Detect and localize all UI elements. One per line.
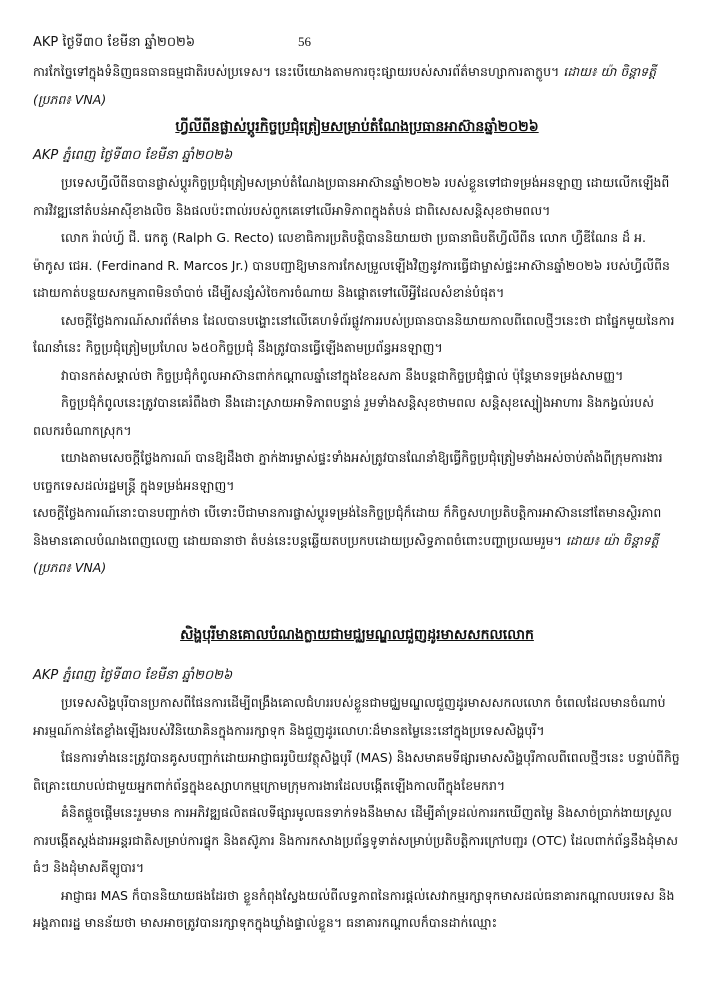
running-header: AKP ថ្ងៃទី៣០ ខែមីនា ឆ្នាំ២០២៦ [33,35,196,50]
article-paragraph: ប្រទេសសិង្ហបុរីបានប្រកាសពីផែនការដើម្បីពង្រឹងគោលជំហររបស់ខ្លួនជាមជ្ឈមណ្ឌលជួញដូរមាសសកលលោក ចំពេលដែលមានចំណាប់អារម្មណ៍កាន់តែខ្លាំងឡើងរបស់វិនិយោគិនក្នុងការរក្សាទុក និងជួញដូរលោហៈដ៏មានតម្លៃនេះនៅក្នុងប្រទេសសិង្ហបុរី។ [33,695,666,738]
intro-paragraph: ការកែច្នៃទៅក្នុងទំនិញធនធានធម្មជាតិរបស់ប្រទេស។ នេះបើយោងតាមការចុះផ្សាយរបស់សារព័ត៌មានហ្សាការតាក្លូប។ ដោយ៖ យ៉ា ចិន្តាទត្តី (ប្រភព៖ VNA) [33,64,657,107]
intro-block [33,58,681,113]
article-paragraph: អាជ្ញាធរ MAS ក៏បាននិយាយផងដែរថា ខ្លួនកំពុងស្វែងយល់ពីលទ្ធភាពនៃការផ្ដល់សេវាកម្មរក្សាទុកមាសដល់ធនាគារកណ្ដាលបរទេស និងអង្គភាពរដ្ឋ មានន័យថា មាសអាចត្រូវបានរក្សាទុកក្នុងឃ្លាំងផ្ទាល់ខ្លួន។ ធនាគារកណ្ដាលក៏បានដាក់ឈ្មោះ [33,887,675,930]
article-paragraph: វាបានកត់សម្គាល់ថា កិច្ចប្រជុំកំពូលអាស៊ានពាក់កណ្ដាលឆ្នាំនៅក្នុងខែឧសភា នឹងបន្តជាកិច្ចប្រជុំផ្ទាល់ ប៉ុន្តែមានទម្រង់សាមញ្ញ។ [61,367,624,383]
article-dateline: AKP ភ្នំពេញ ថ្ងៃទី៣០ ខែមីនា ឆ្នាំ២០២៦ [33,667,233,683]
article-title: ហ្វីលីពីនផ្លាស់ប្ដូរកិច្ចប្រជុំត្រៀមសម្រាប់តំណែងប្រធានអាស៊ានឆ្នាំ២០២៦ [175,119,539,135]
article-philippines [33,114,681,582]
article-paragraph: ប្រទេសហ្វីលីពីនបានផ្លាស់ប្ដូរកិច្ចប្រជុំត្រៀមសម្រាប់តំណែងប្រធានអាស៊ានឆ្នាំ២០២៦ របស់ខ្លួនទៅជាទម្រង់អនឡាញ ដោយលើកឡើងពីការវិវឌ្ឍនៅតំបន់អាស៊ីខាងលិច និងផលប៉ះពាល់របស់ពួកគេទៅលើអាទិភាពក្នុងតំបន់ ជាពិសេសសន្តិសុខថាមពល។ [33,175,670,218]
article-paragraph: គំនិតផ្ដួចផ្ដើមនេះរួមមាន ការអភិវឌ្ឍផលិតផលទីផ្សារមូលធនទាក់ទងនឹងមាស ដើម្បីគាំទ្រដល់ការរកឃើញតម្លៃ និងសាច់ប្រាក់ងាយស្រួល ការបង្កើតស្ដង់ដារអន្តរជាតិសម្រាប់ការផ្ទុក និងតស៊ូភារ និងការកសាងប្រព័ន្ធទូទាត់សម្រាប់ប្រតិបត្តិការក្រៅបញ្ជរ (OTC) ដែលពាក់ព័ន្ធនឹងដុំមាសធំៗ និងដុំមាសគីឡូបារ។ [33,805,678,875]
article-singapore [33,622,681,937]
article-paragraph: សេចក្ដីថ្លែងការណ៍នោះបានបញ្ជាក់ថា បើទោះបីជាមានការផ្លាស់ប្ដូរទម្រង់នៃកិច្ចប្រជុំក៏ដោយ ក៏កិច្ចសហប្រតិបត្តិការអាស៊ាននៅតែមានស្ថិរភាព និងមានគោលបំណងពេញលេញ ដោយធានាថា តំបន់នេះបន្តឆ្លើយតបប្រកបដោយប្រសិទ្ធភាពចំពោះបញ្ហាប្រឈមរួម។ ដោយ៖ យ៉ា ចិន្តាទត្តី (ប្រភព៖ VNA) [33,505,662,575]
source-credit: ដោយ៖ យ៉ា ចិន្តាទត្តី (ប្រភព៖ VNA) [33,532,659,575]
article-title: សិង្ហបុរីមានគោលបំណងក្លាយជាមជ្ឈមណ្ឌលជួញដូរមាសសកលលោក [180,627,534,643]
article-paragraph: លោក រ៉ាល់ហ្វ៍ ជី. រេកតូ (Ralph G. Recto) លេខាធិការប្រតិបត្តិបាននិយាយថា ប្រធានាធិបតីហ្វីលីពីន លោក ហ្វឺឌីណែន ដ៏ អ. ម៉ាកូស ជេអ. (Ferdinand R. Marcos Jr.) បានបញ្ជាឱ្យមានការកែសម្រួលឡើងវិញនូវការធ្វើជាម្ចាស់ផ្ទះអាស៊ានឆ្នាំ២០២៦ របស់ហ្វីលីពីន ដោយកាត់បន្ថយសកម្មភាពមិនចាំបាច់ ដើម្បីសន្សំសំចៃការចំណាយ និងផ្ដោតទៅលើអ្វីដែលសំខាន់បំផុត។ [33,230,670,300]
article-dateline: AKP ភ្នំពេញ ថ្ងៃទី៣០ ខែមីនា ឆ្នាំ២០២៦ [33,147,233,163]
article-paragraph: យោងតាមសេចក្ដីថ្លែងការណ៍ បានឱ្យដឹងថា ភ្នាក់ងារម្ចាស់ផ្ទះទាំងអស់ត្រូវបានណែនាំឱ្យធ្វើកិច្ចប្រជុំត្រៀមទាំងអស់ចាប់តាំងពីក្រុមការងារបច្ចេកទេសដល់រដ្ឋមន្ត្រី ក្នុងទម្រង់អនឡាញ។ [33,450,663,493]
article-paragraph: សេចក្ដីថ្លែងការណ៍សារព័ត៌មាន ដែលបានបង្ហោះនៅលើគេហទំព័រផ្លូវការរបស់ប្រធានបាននិយាយកាលពីពេលថ្មីៗនេះថា ជាផ្នែកមួយនៃការណែនាំនេះ កិច្ចប្រជុំត្រៀមប្រហែល ៦៥០កិច្ចប្រជុំ នឹងត្រូវបានធ្វើឡើងតាមប្រព័ន្ធអនឡាញ។ [33,312,675,355]
article-paragraph: ផែនការទាំងនេះត្រូវបានគូសបញ្ជាក់ដោយអាជ្ញាធររូបិយវត្ថុសិង្ហបុរី (MAS) និងសមាគមទីផ្សារមាសសិង្ហបុរីកាលពីពេលថ្មីៗនេះ បន្ទាប់ពីកិច្ចពិគ្រោះយោបល់ជាមួយអ្នកពាក់ព័ន្ធក្នុងឧស្សាហកម្មក្រោមក្រុមការងារដែលបង្កើតឡើងកាលពីក្នុងខែមករា។ [33,750,680,793]
source-credit: ដោយ៖ យ៉ា ចិន្តាទត្តី (ប្រភព៖ VNA) [33,64,657,107]
page-number: 56 [298,34,311,49]
article-paragraph: កិច្ចប្រជុំកំពូលនេះត្រូវបានគេរំពឹងថា នឹងដោះស្រាយអាទិភាពបន្ទាន់ រួមទាំងសន្តិសុខថាមពល សន្តិសុខស្បៀងអាហារ និងកង្វល់របស់ពលករចំណាកស្រុក។ [33,395,654,438]
